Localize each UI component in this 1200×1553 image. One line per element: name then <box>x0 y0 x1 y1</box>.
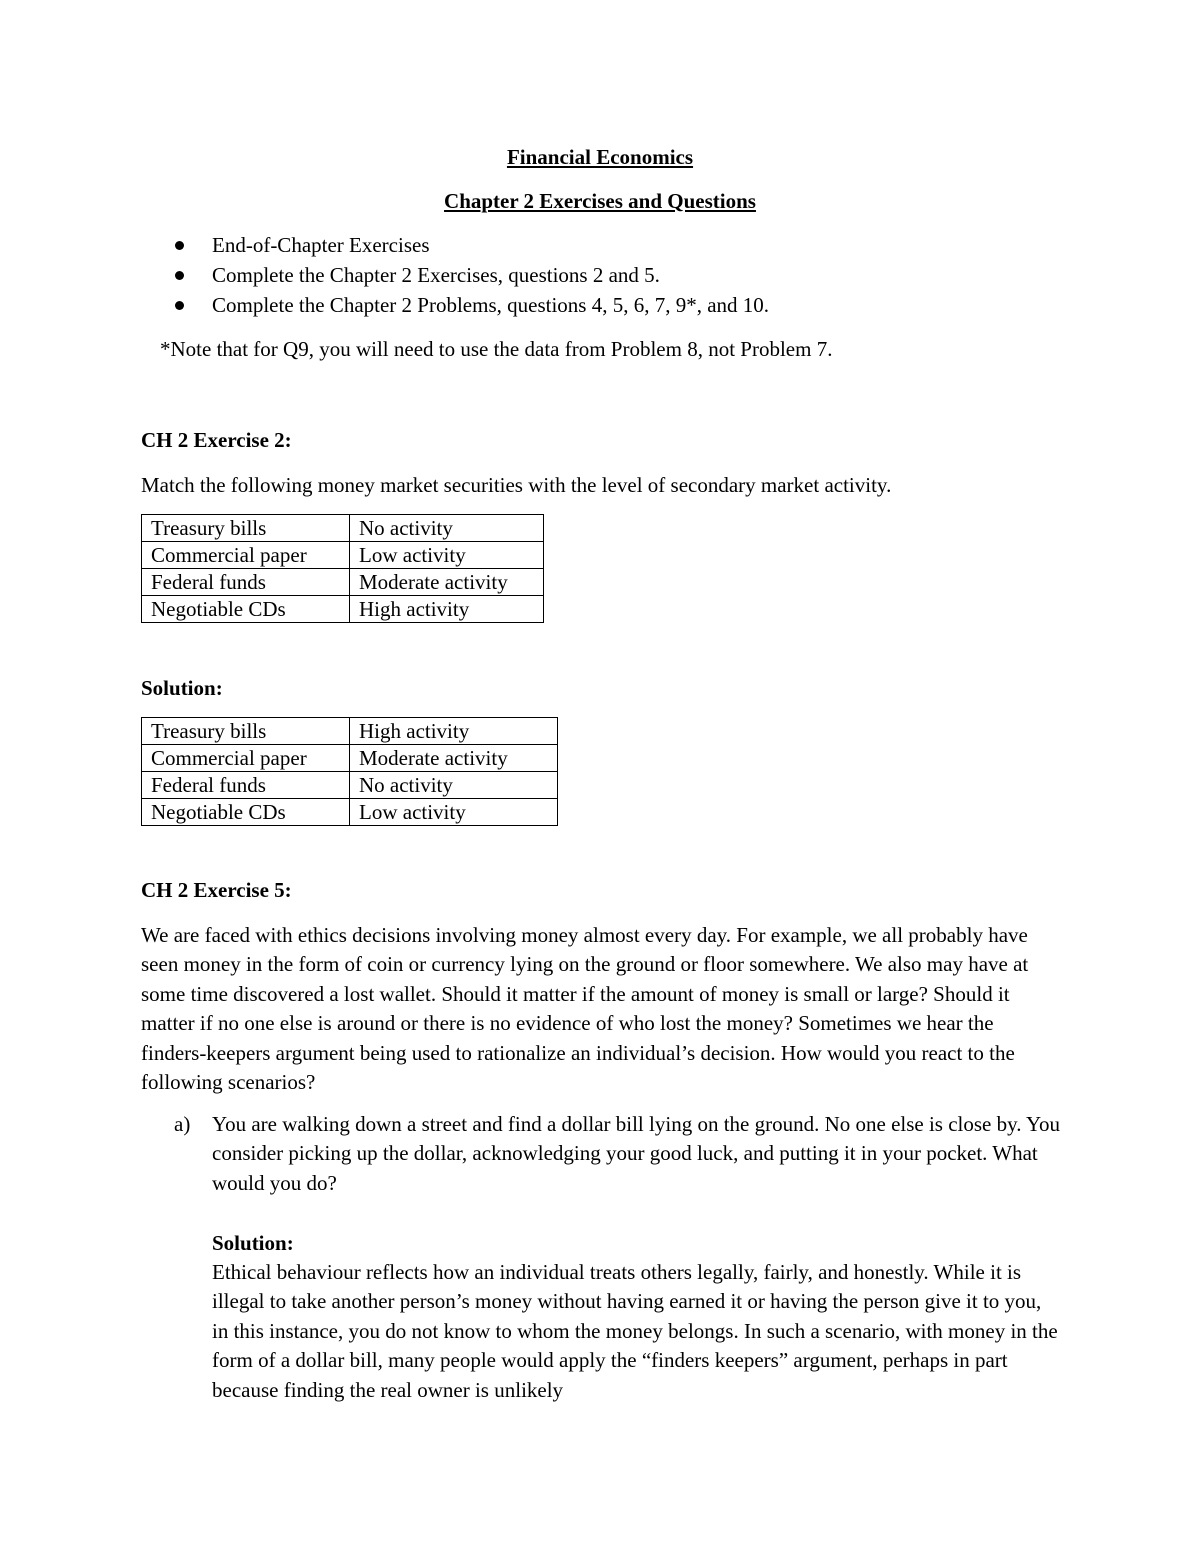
exercise-2-heading: CH 2 Exercise 2: <box>141 428 292 452</box>
scenario-a <box>174 1110 1064 1198</box>
solution-table <box>141 717 558 826</box>
table-cell: Treasury bills <box>142 515 350 542</box>
scenario-a-label: a) <box>174 1112 191 1136</box>
solution-heading: Solution: <box>141 676 223 700</box>
bullet-item: End-of-Chapter Exercises <box>172 230 769 260</box>
table-row <box>142 542 544 569</box>
table-cell: No activity <box>350 515 544 542</box>
table-row <box>142 799 558 826</box>
scenario-a-solution-text: Ethical behaviour reflects how an individual treats others legally, fairly, and honestly. While it is illegal to take another person’s money without having earned it or having the person give it to you, in this instance, you do not know to whom the money belongs. In such a scenario, with money in the form of a dollar bill, many people would apply the “finders keepers” argument, perhaps in part because finding the real owner is unlikely <box>212 1260 1058 1402</box>
table-row <box>142 596 544 623</box>
table-cell: Federal funds <box>142 772 350 799</box>
table-cell: High activity <box>350 596 544 623</box>
table-row <box>142 569 544 596</box>
table-cell: Federal funds <box>142 569 350 596</box>
table-row <box>142 718 558 745</box>
table-cell: Low activity <box>350 542 544 569</box>
bullet-item: Complete the Chapter 2 Problems, questions 4, 5, 6, 7, 9*, and 10. <box>172 290 769 320</box>
table-cell: Negotiable CDs <box>142 596 350 623</box>
document-title: Financial Economics <box>506 145 694 169</box>
bullet-list <box>172 230 769 320</box>
note-text: *Note that for Q9, you will need to use the data from Problem 8, not Problem 7. <box>160 337 833 361</box>
table-cell: Commercial paper <box>142 745 350 772</box>
table-row <box>142 515 544 542</box>
table-cell: Negotiable CDs <box>142 799 350 826</box>
scenario-a-text: You are walking down a street and find a dollar bill lying on the ground. No one else is close by. You consider picking up the dollar, acknowledging your good luck, and putting it in your pocket. What would you do? <box>212 1112 1061 1195</box>
document-subtitle: Chapter 2 Exercises and Questions <box>444 189 756 213</box>
table-cell: Moderate activity <box>350 745 558 772</box>
table-cell: High activity <box>350 718 558 745</box>
table-cell: No activity <box>350 772 558 799</box>
scenario-a-solution-heading: Solution: <box>212 1231 294 1255</box>
table-cell: Commercial paper <box>142 542 350 569</box>
exercise-5-paragraph: We are faced with ethics decisions involving money almost every day. For example, we all probably have seen money in the form of coin or currency lying on the ground or floor somewhere. We also may have at some time discovered a lost wallet. Should it matter if the amount of money is small or large? Should it matter if no one else is around or there is no evidence of who lost the money? Sometimes we hear the finders-keepers argument being used to rationalize an individual’s decision. How would you react to the following scenarios? <box>141 923 1029 1095</box>
exercise-5-heading: CH 2 Exercise 5: <box>141 878 292 902</box>
exercise-2-prompt: Match the following money market securities with the level of secondary market activity. <box>141 473 892 497</box>
table-cell: Low activity <box>350 799 558 826</box>
table-cell: Moderate activity <box>350 569 544 596</box>
table-row <box>142 745 558 772</box>
table-cell: Treasury bills <box>142 718 350 745</box>
exercise-2-table <box>141 514 544 623</box>
table-row <box>142 772 558 799</box>
bullet-item: Complete the Chapter 2 Exercises, questions 2 and 5. <box>172 260 769 290</box>
